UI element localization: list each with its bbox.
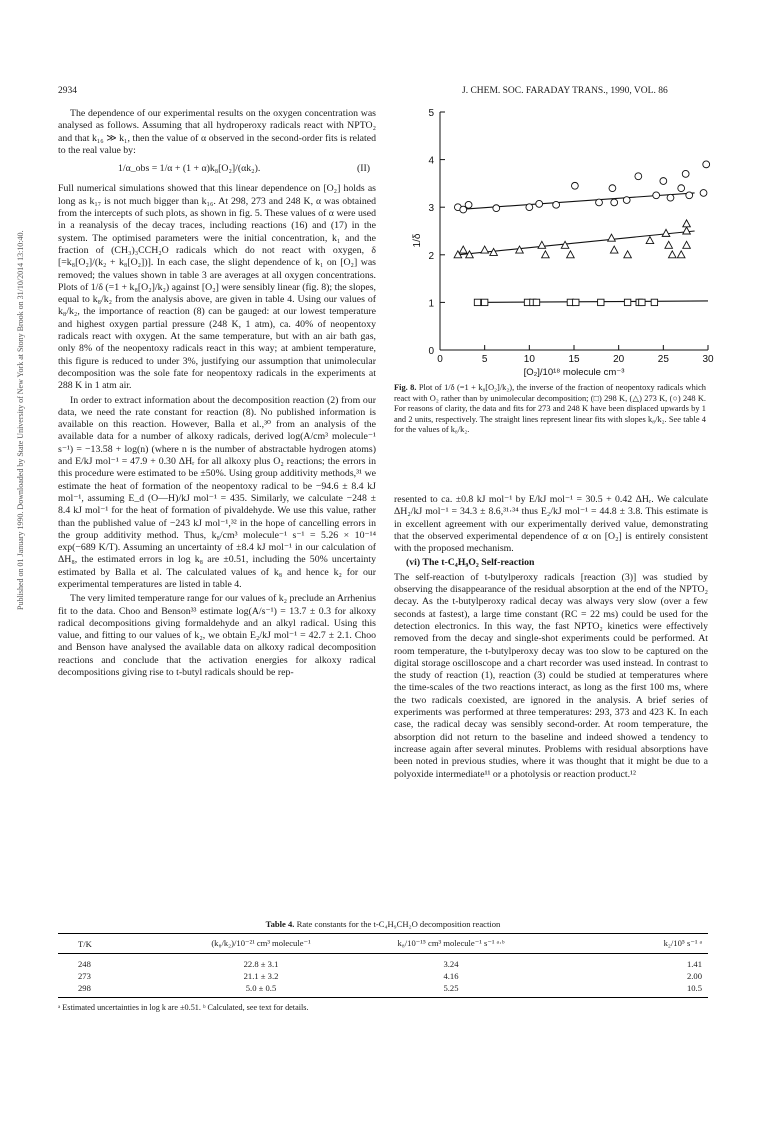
data-point-circle <box>553 201 560 208</box>
fit-line-square <box>476 301 708 302</box>
data-point-triangle <box>608 234 616 241</box>
col-header: k₈/10⁻¹⁵ cm³ molecule⁻¹ s⁻¹ ᵃ·ᵇ <box>336 934 566 954</box>
data-point-triangle <box>683 241 691 248</box>
data-point-circle <box>703 161 710 168</box>
data-point-square <box>474 299 480 305</box>
cell: 4.16 <box>443 971 459 981</box>
data-point-circle <box>609 185 616 192</box>
x-tick-label: 0 <box>437 354 443 365</box>
y-tick-label: 2 <box>428 250 434 262</box>
journal-header: J. CHEM. SOC. FARADAY TRANS., 1990, VOL. 86 <box>462 86 668 96</box>
data-point-circle <box>611 199 618 206</box>
data-point-triangle <box>516 246 524 253</box>
paragraph: Full numerical simulations showed that this linear dependence on [O₂] holds as long as k₁₇ is not much bigger than k₁₆. At 298, 273 and 248 K, α was obtained from the intercepts of such plots, as shown in fig. 5. These values of α were used in a reanalysis of the decay traces, including reactions (16) and (17) in the system. The optimised parameters were the initial concentration, k₁ and the fraction of (CH₃)₃CCH₂O radicals which do not react with oxygen, δ [=k₈[O₂]/(k₂ + k₈[O₂])]. In each case, the slight dependence of k₁ on [O₂] was removed; the values shown in table 3 are averages at all oxygen concentrations. Plots of 1/δ (=1 + k₈[O₂]/k₂) against [O₂] were sensibly linear (fig. 8); the slopes, equal to k₈/k₂ from the analysis above, are given in table 4. Using our values of k₈/k₂, the importance of reaction (8) can be gauged: at our lowest temperature and highest oxygen partial pressure (248 K, 1 atm), ca. 40% of neopentoxy radicals react with oxygen. At the same temperature, but with an air bath gas, only 8% of the neopentoxy radicals react in this way; at ambient temperature, this figure is reduced to under 3%, justifying our assumption that unimolecular decomposition was the sole fate for neopentoxy radicals in the experiments at 288 K in 1 atm air. <box>58 183 376 392</box>
x-tick-label: 15 <box>568 354 580 365</box>
download-stamp: Published on 01 January 1990. Downloaded by State University of New York at Stony Brook on 31/10/2014 13:10:40. <box>16 230 25 610</box>
cell: 21.1 ± 3.2 <box>243 971 279 981</box>
rate-table <box>58 933 708 998</box>
x-tick-label: 30 <box>702 354 714 365</box>
data-point-square <box>624 299 630 305</box>
equation-text: 1/α_obs = 1/α + (1 + α)k₈[O₂]/(αk₂). <box>118 163 261 175</box>
caption-label: Fig. 8. <box>394 383 417 392</box>
cell: 273 <box>78 971 91 981</box>
x-tick-label: 25 <box>657 354 669 365</box>
section-heading: (vi) The t-C₄H₉O₂ Self-reaction <box>406 557 535 569</box>
data-point-circle <box>596 199 603 206</box>
cell: 298 <box>58 982 186 998</box>
data-point-square <box>651 299 657 305</box>
cell: 248 <box>78 959 91 969</box>
x-tick-label: 5 <box>481 354 488 365</box>
data-point-circle <box>526 204 533 211</box>
data-point-square <box>533 299 539 305</box>
data-point-circle <box>700 190 707 197</box>
data-point-triangle <box>459 246 467 253</box>
paragraph: resented to ca. ±0.8 kJ mol⁻¹ by E/kJ mol⁻¹ = 30.5 + 0.42 ΔHᵣ. We calculate ΔH₂/kJ mol⁻¹ = 34.3 ± 8.6,³¹·³⁴ thus E₂/kJ mol⁻¹ = 44.8 ± 3.8. This estimate is in excellent agreement with our experimentally derived value, demonstrating that the observed experimental dependence of α on [O₂] is entirely consistent with the proposed mechanism. <box>394 494 708 555</box>
table-title <box>58 919 708 929</box>
equation-number: (II) <box>356 163 370 175</box>
data-point-square <box>481 299 487 305</box>
data-point-triangle <box>646 237 654 244</box>
paragraph: The dependence of our experimental results on the oxygen concentration was analysed as follows. Assuming that all hydroperoxy radicals react with NPTO₂ and that k₁₆ ≫ k₁, then the value of α observed in the second-order fits is related to the real value by: <box>58 108 376 156</box>
data-point-circle <box>635 173 642 180</box>
data-point-circle <box>667 194 674 201</box>
table-4 <box>58 919 708 1012</box>
data-point-triangle <box>665 241 673 248</box>
right-column <box>394 494 708 783</box>
cell: 5.0 ± 0.5 <box>186 982 336 998</box>
fig8-chart <box>392 100 722 390</box>
data-point-triangle <box>683 220 691 227</box>
data-point-triangle <box>542 251 550 258</box>
data-point-square <box>598 299 604 305</box>
col-header: (k₈/k₂)/10⁻²¹ cm³ molecule⁻¹ <box>186 934 336 954</box>
data-point-triangle <box>538 241 546 248</box>
data-point-circle <box>653 192 660 199</box>
y-tick-label: 1 <box>428 298 434 310</box>
x-axis-label: [O₂]/10¹⁸ molecule cm⁻³ <box>523 367 625 378</box>
data-point-circle <box>660 178 667 185</box>
caption-text: Plot of 1/δ (=1 + k₈[O₂]/k₂), the inverse of the fraction of neopentoxy radicals which react with O₂ rather than by unimolecular decomposition; (□) 298 K, (△) 273 K, (○) 248 K. For reasons of clarity, the data and fits for 273 and 248 K have been displaced upwards by 1 and 2 units, respectively. The straight lines represent linear fits with slopes k₈/k₂. See table 4 for the values of k₈/k₂. <box>394 383 706 435</box>
data-point-circle <box>682 170 689 177</box>
cell: 2.00 <box>686 971 702 981</box>
cell: 5.25 <box>336 982 566 998</box>
data-point-triangle <box>662 229 670 236</box>
data-point-circle <box>571 182 578 189</box>
y-tick-label: 4 <box>428 155 434 167</box>
y-axis-label: 1/δ <box>412 233 423 248</box>
cell: 10.5 <box>566 982 708 998</box>
col-header: T/K <box>58 934 186 954</box>
table-header-row <box>58 934 708 954</box>
data-point-circle <box>678 185 685 192</box>
cell: 1.41 <box>686 959 702 969</box>
table-row <box>58 954 708 971</box>
data-point-triangle <box>610 246 618 253</box>
data-point-circle <box>536 200 543 207</box>
paragraph: In order to extract information about the decomposition reaction (2) from our data, we need the rate constant for reaction (8). No published information is available on this reaction. However, Balla et al.,³⁰ from an analysis of the available data for a number of alkoxy radicals, derived log(A/cm³ molecule⁻¹ s⁻¹) = −13.58 + log(n) (where n is the number of abstractable hydrogen atoms) and E/kJ mol⁻¹ = 47.9 + 0.30 ΔHᵣ for all alkoxy plus O₂ reactions; the errors in this procedure were estimated to be ±50%. Using group additivity methods,³¹ we estimate the heat of formation of the neopentoxy radical to be −94.6 ± 8.4 kJ mol⁻¹, assuming E_d (O—H)/kJ mol⁻¹ = 435. Similarly, we calculate −248 ± 8.4 kJ mol⁻¹ for the heat of formation of pivaldehyde. We use this value, rather than the published value of −243 kJ mol⁻¹,³² in the hope of cancelling errors in the group additivity method. Thus, k₈/cm³ molecule⁻¹ s⁻¹ = 5.26 × 10⁻¹⁴ exp(−689 K/T). Assuming an uncertainty of ±8.4 kJ mol⁻¹ in our calculation of ΔH₈, the estimated errors in log k₈ are ±0.51, including the 50% uncertainty estimated by Balla et al. The calculated values of k₈ and hence k₂ for our experimental temperatures are listed in table 4. <box>58 394 376 590</box>
page-number: 2934 <box>58 86 77 96</box>
data-point-circle <box>623 197 630 204</box>
data-point-triangle <box>567 251 575 258</box>
x-tick-label: 20 <box>613 354 625 365</box>
paragraph: The very limited temperature range for our values of k₂ preclude an Arrhenius fit to the data. Choo and Benson³³ estimate log(A/s⁻¹) = 13.7 ± 0.3 for alkoxy radical decompositions giving formaldehyde and an alkyl radical. Using this value, and fitting to our values of k₂, we obtain E₂/kJ mol⁻¹ = 42.7 ± 2.1. Choo and Benson have analysed the available data on alkoxy radical decomposition reactions and conclude that the activation energies for alkoxy radical decompositions giving rise to t-butyl radicals should be rep- <box>58 593 376 679</box>
data-point-triangle <box>683 227 691 234</box>
data-point-triangle <box>668 251 676 258</box>
data-point-circle <box>686 192 693 199</box>
y-tick-label: 5 <box>428 108 434 119</box>
table-label: Table 4. <box>265 919 295 929</box>
data-point-square <box>573 299 579 305</box>
paragraph: The self-reaction of t-butylperoxy radicals [reaction (3)] was studied by observing the disappearance of the residual absorption at the end of the NPTO₂ decay. As the t-butylperoxy radical decay was always very slow (over a few seconds at fastest), a large time constant (RC = 22 ms) could be used for the detection electronics. In this way, the fast NPTO₂ kinetics were effectively removed from the decay and single-shot experiments could be performed. At room temperature, the t-butylperoxy decay was too slow to be captured on the digital storage oscilloscope and a chart recorder was used instead. In contrast to the study of reaction (1), reaction (3) could be studied at temperatures where the time-scales of the two reactions interact, as long as the first 100 ms, where the two radicals coexisted, are ignored in the analysis. A brief series of experiments was performed at three temperatures: 293, 373 and 423 K. In each case, the radical decay was sensibly second-order. At room temperature, the absorption did not return to the baseline and indeed showed a tendency to increase again after several minutes. Problems with residual absorptions have been noted in previous studies, where it was thought that it might be due to a polyoxide intermediate¹¹ or a photolysis or reaction product.¹² <box>394 571 708 780</box>
equation <box>58 163 376 175</box>
y-tick-label: 0 <box>428 346 434 357</box>
data-point-square <box>639 299 645 305</box>
cell: 3.24 <box>443 959 459 969</box>
table-row <box>58 970 708 982</box>
table-footnote: ᵃ Estimated uncertainties in log k are ±0.51. ᵇ Calculated, see text for details. <box>58 1003 309 1012</box>
x-tick-label: 10 <box>523 354 535 365</box>
data-point-triangle <box>481 246 489 253</box>
left-column <box>58 108 376 681</box>
data-point-circle <box>493 205 500 212</box>
col-header: k₂/10⁵ s⁻¹ ᵃ <box>566 934 708 954</box>
table-title-text: Rate constants for the t-C₄H₉CH₂O decomposition reaction <box>294 919 501 929</box>
y-tick-label: 3 <box>428 203 434 215</box>
data-point-circle <box>465 201 472 208</box>
table-row <box>58 982 708 998</box>
figure-caption <box>394 383 706 436</box>
data-point-triangle <box>624 251 632 258</box>
data-point-triangle <box>677 251 685 258</box>
cell: 22.8 ± 3.1 <box>243 959 279 969</box>
